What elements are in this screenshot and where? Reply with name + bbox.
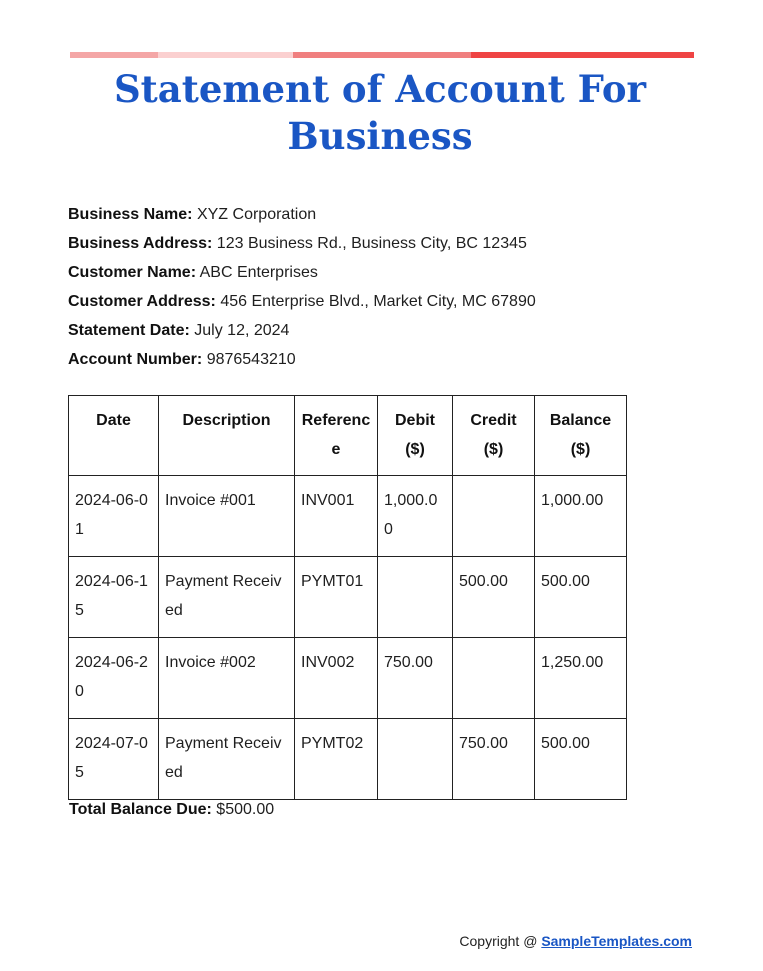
info-business-name bbox=[68, 200, 536, 229]
table-row bbox=[69, 719, 627, 800]
top-bar-segment bbox=[293, 52, 471, 58]
top-bar-segment bbox=[70, 52, 158, 58]
info-account-number bbox=[68, 345, 536, 374]
info-value: 456 Enterprise Blvd., Market City, MC 67890 bbox=[220, 293, 536, 310]
table-row bbox=[69, 476, 627, 557]
page-title: Statement of Account For Business bbox=[113, 67, 647, 158]
account-info bbox=[68, 200, 536, 374]
cell-description: Payment Received bbox=[159, 557, 295, 638]
info-label: Customer Name: bbox=[68, 264, 197, 281]
cell-debit: 750.00 bbox=[378, 638, 453, 719]
cell-reference: INV002 bbox=[295, 638, 378, 719]
total-value: $500.00 bbox=[216, 801, 275, 818]
table-header-row bbox=[69, 396, 627, 476]
top-bar-segment bbox=[158, 52, 293, 58]
column-header-debit: Debit ($) bbox=[378, 396, 453, 476]
cell-debit bbox=[378, 719, 453, 800]
cell-debit: 1,000.00 bbox=[378, 476, 453, 557]
column-header-credit: Credit ($) bbox=[453, 396, 535, 476]
cell-credit: 750.00 bbox=[453, 719, 535, 800]
info-value: 123 Business Rd., Business City, BC 12345 bbox=[216, 235, 527, 252]
column-header-description: Description bbox=[159, 396, 295, 476]
top-bar-segment bbox=[471, 52, 694, 58]
info-label: Customer Address: bbox=[68, 293, 216, 310]
cell-description: Invoice #001 bbox=[159, 476, 295, 557]
cell-description: Invoice #002 bbox=[159, 638, 295, 719]
info-value: XYZ Corporation bbox=[196, 206, 317, 223]
column-header-date: Date bbox=[69, 396, 159, 476]
info-value: ABC Enterprises bbox=[199, 264, 318, 281]
cell-description: Payment Received bbox=[159, 719, 295, 800]
info-value: 9876543210 bbox=[206, 351, 296, 368]
cell-balance: 500.00 bbox=[535, 557, 627, 638]
copyright-text: Copyright @ bbox=[459, 933, 542, 949]
sampletemplates-link[interactable]: SampleTemplates.com bbox=[541, 933, 692, 949]
cell-balance: 500.00 bbox=[535, 719, 627, 800]
column-header-balance: Balance ($) bbox=[535, 396, 627, 476]
cell-balance: 1,000.00 bbox=[535, 476, 627, 557]
cell-date: 2024-06-20 bbox=[69, 638, 159, 719]
column-header-reference: Reference bbox=[295, 396, 378, 476]
cell-credit bbox=[453, 476, 535, 557]
cell-reference: INV001 bbox=[295, 476, 378, 557]
cell-balance: 1,250.00 bbox=[535, 638, 627, 719]
info-label: Account Number: bbox=[68, 351, 203, 368]
cell-credit bbox=[453, 638, 535, 719]
total-balance-due bbox=[69, 800, 274, 820]
cell-date: 2024-07-05 bbox=[69, 719, 159, 800]
cell-date: 2024-06-15 bbox=[69, 557, 159, 638]
info-customer-name bbox=[68, 258, 536, 287]
info-label: Business Name: bbox=[68, 206, 193, 223]
cell-date: 2024-06-01 bbox=[69, 476, 159, 557]
table-row bbox=[69, 638, 627, 719]
info-statement-date bbox=[68, 316, 536, 345]
total-label: Total Balance Due: bbox=[69, 801, 212, 818]
cell-debit bbox=[378, 557, 453, 638]
decorative-top-bar bbox=[70, 52, 694, 58]
table-row bbox=[69, 557, 627, 638]
cell-credit: 500.00 bbox=[453, 557, 535, 638]
statement-table bbox=[68, 395, 627, 800]
info-business-address bbox=[68, 229, 536, 258]
info-customer-address bbox=[68, 287, 536, 316]
info-label: Business Address: bbox=[68, 235, 213, 252]
copyright-footer bbox=[459, 933, 692, 949]
info-value: July 12, 2024 bbox=[194, 322, 290, 339]
info-label: Statement Date: bbox=[68, 322, 190, 339]
cell-reference: PYMT02 bbox=[295, 719, 378, 800]
cell-reference: PYMT01 bbox=[295, 557, 378, 638]
